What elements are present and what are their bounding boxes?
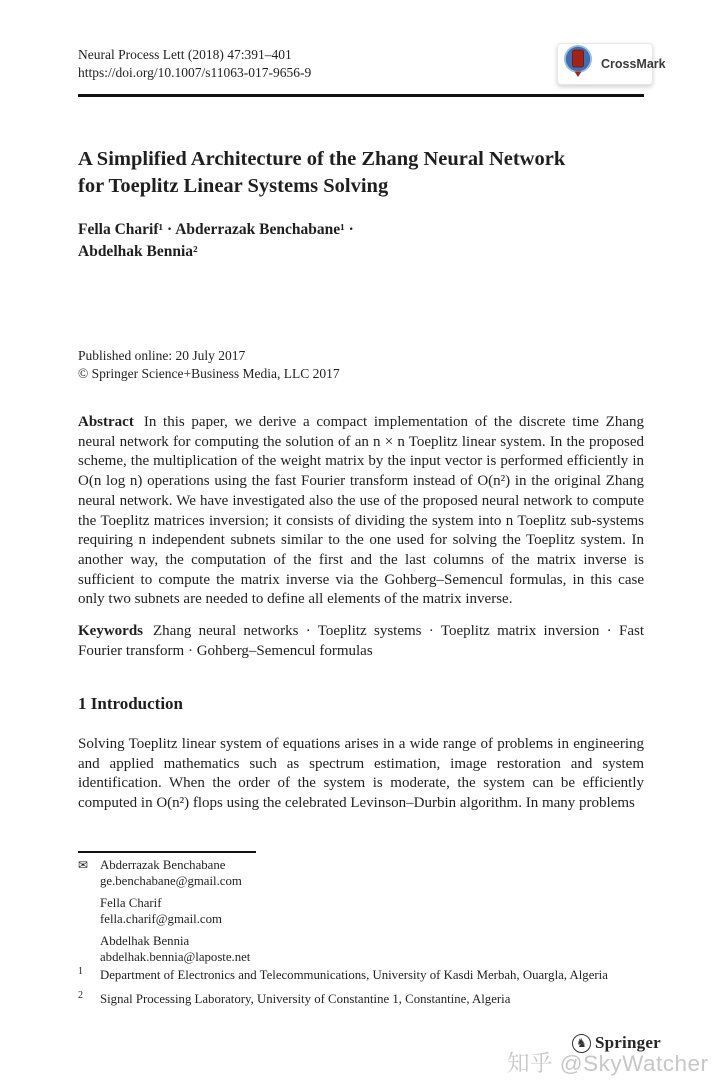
affiliation-text: Signal Processing Laboratory, University of Constantine 1, Constantine, Algeria xyxy=(100,992,511,1006)
correspondent-email: ge.benchabane@gmail.com xyxy=(100,873,242,888)
watermark: 知乎 @SkyWatcher xyxy=(507,1051,709,1076)
page-title xyxy=(78,146,658,200)
keywords xyxy=(78,622,644,661)
title-line-2: for Toeplitz Linear Systems Solving xyxy=(78,175,389,197)
springer-logo xyxy=(572,1033,661,1053)
affiliation-marker: 1 xyxy=(78,966,83,977)
correspondent-email: fella.charif@gmail.com xyxy=(100,911,222,926)
author-list xyxy=(78,219,644,263)
springer-emblem-icon: ♞ xyxy=(572,1034,591,1053)
doi-link[interactable]: https://doi.org/10.1007/s11063-017-9656-9 xyxy=(78,65,312,80)
correspondent-name: Abdelhak Bennia xyxy=(100,934,190,948)
abstract-text: In this paper, we derive a compact implementation of the discrete time Zhang neural network for computing the solution of an n × n Toeplitz linear system. In the proposed scheme, the multiplication of the weight matrix by the input vector is performed efficiently in O(n log n) operations using the fast Fourier transform instead of O(n²) in the original Zhang neural network. We have investigated also the use of the proposed neural network to compute the Toeplitz matrices inversion; it consists of dividing the system into n Toeplitz sub-systems requiring n independent subnets similar to the one used for solving the Toeplitz system. In another way, the computation of the first and the last columns of the matrix inverse is sufficient to compute the matrix inverse via the Gohberg–Semencul formulas, in this case only two subnets are needed to define all elements of the matrix inverse. xyxy=(78,414,644,608)
abstract xyxy=(78,413,644,610)
title-line-1: A Simplified Architecture of the Zhang Neural Network xyxy=(78,148,566,170)
springer-wordmark: Springer xyxy=(595,1033,661,1052)
correspondence-entry xyxy=(78,896,644,927)
crossmark-badge[interactable] xyxy=(557,43,666,85)
affiliation-marker: 2 xyxy=(78,990,83,1001)
affiliation-entry xyxy=(78,967,658,983)
envelope-icon: ✉ xyxy=(78,858,89,872)
keywords-text: Zhang neural networks · Toeplitz systems · Toeplitz matrix inversion · Fast Fourier transform · Gohberg–Semencul formulas xyxy=(78,623,644,659)
copyright-line: © Springer Science+Business Media, LLC 2017 xyxy=(78,365,340,381)
correspondent-name: Abderrazak Benchabane xyxy=(100,858,226,872)
correspondence-entry xyxy=(78,934,644,965)
affiliations-block xyxy=(78,967,658,1015)
correspondent-name: Fella Charif xyxy=(100,896,162,910)
crossmark-icon xyxy=(562,44,596,85)
authors-line-2: Abdelhak Bennia² xyxy=(78,243,198,260)
introduction-paragraph: Solving Toeplitz linear system of equations arises in a wide range of problems in engineering and applied mathematics such as spectrum estimation, image restoration and system identification. When the order of the system is moderate, the system can be efficiently computed in O(n²) flops using the celebrated Levinson–Durbin algorithm. In many problems xyxy=(78,736,644,812)
publication-info xyxy=(78,347,644,382)
authors-line-1: Fella Charif¹ · Abderrazak Benchabane¹ · xyxy=(78,221,354,238)
footnote-rule xyxy=(78,851,256,853)
header-rule xyxy=(78,94,644,97)
section-heading-introduction: 1 Introduction xyxy=(78,694,184,713)
correspondence-entry xyxy=(78,858,644,889)
journal-reference: Neural Process Lett (2018) 47:391–401 xyxy=(78,47,292,62)
affiliation-text: Department of Electronics and Telecommunications, University of Kasdi Merbah, Ouargla, Algeria xyxy=(100,968,608,982)
correspondence-block xyxy=(78,858,644,972)
keywords-label: Keywords xyxy=(78,623,143,639)
crossmark-label: CrossMark xyxy=(601,57,666,71)
abstract-label: Abstract xyxy=(78,414,134,430)
published-online: Published online: 20 July 2017 xyxy=(78,348,246,363)
correspondent-email: abdelhak.bennia@laposte.net xyxy=(100,949,251,964)
affiliation-entry xyxy=(78,991,658,1007)
